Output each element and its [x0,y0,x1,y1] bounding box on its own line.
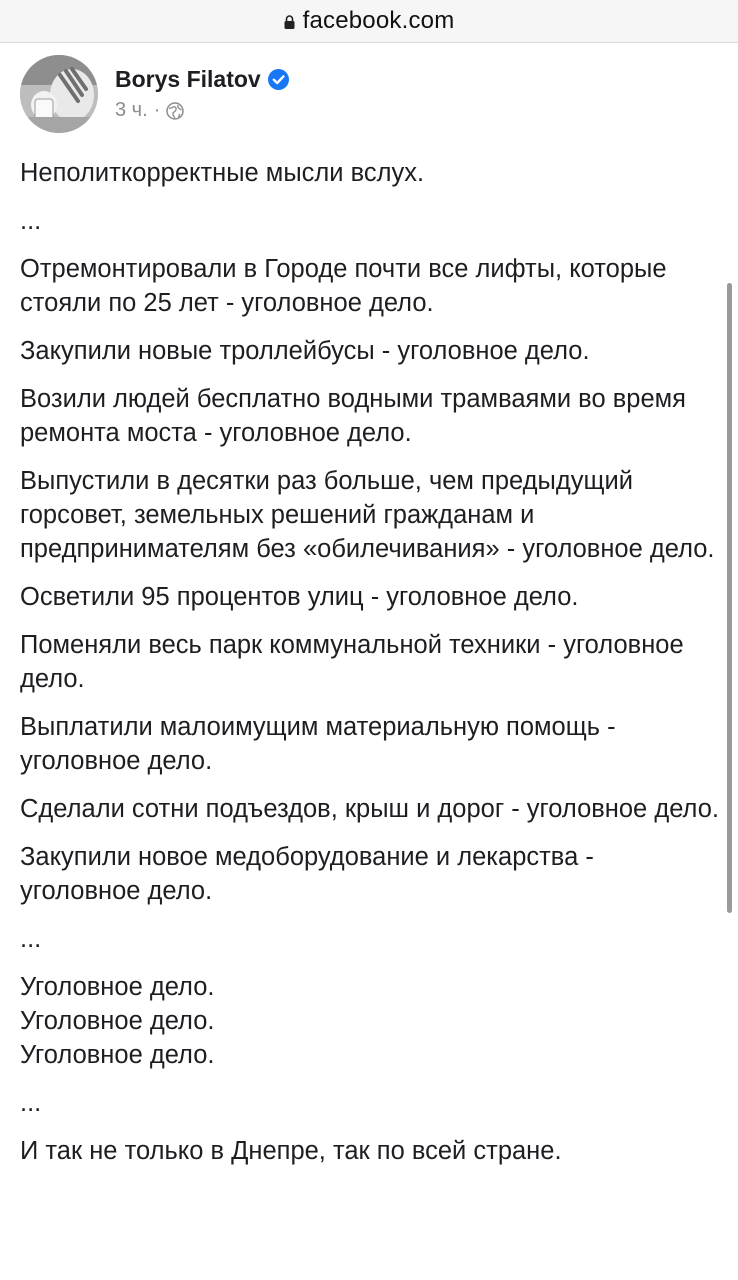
lock-icon [284,15,295,29]
post-timestamp[interactable]: 3 ч. [115,99,148,121]
post-paragraph: Отремонтировали в Городе почти все лифты, которые стояли по 25 лет - уголовное дело. [20,255,667,317]
browser-address-bar[interactable] [0,0,738,43]
post-paragraph: Неполиткорректные мысли вслух. [20,159,425,187]
scrollbar[interactable] [727,283,732,913]
author-name[interactable]: Borys Filatov [115,66,261,92]
author-avatar[interactable] [20,55,98,133]
post-paragraph: И так не только в Днепре, так по всей стране. [20,1137,562,1165]
post-paragraph: Уголовное дело. [20,973,215,1001]
globe-icon[interactable] [166,102,184,120]
post-header [20,54,289,134]
post-paragraph: ... [20,1089,42,1117]
post-text [20,156,720,1182]
author-info [115,66,289,122]
post-paragraph: Возили людей бесплатно водными трамваями во время ремонта моста - уголовное дело. [20,385,686,447]
post-meta [115,99,289,122]
verified-badge-icon [268,69,289,90]
post-paragraph: ... [20,207,42,235]
post-paragraph: ... [20,925,42,953]
post-paragraph: Уголовное дело. [20,1041,215,1069]
post-paragraph: Закупили новое медоборудование и лекарства - уголовное дело. [20,843,594,905]
post-paragraph: Осветили 95 процентов улиц - уголовное дело. [20,583,579,611]
post-paragraph: Выпустили в десятки раз больше, чем предыдущий горсовет, земельных решений гражданам и предпринимателям без «обилечивания» - уголовное дело. [20,467,715,563]
url-domain: facebook.com [302,7,455,34]
post-paragraph: Поменяли весь парк коммунальной техники - уголовное дело. [20,631,684,693]
post-paragraph: Уголовное дело. [20,1007,215,1035]
post-paragraph: Выплатили малоимущим материальную помощь - уголовное дело. [20,713,616,775]
meta-separator: · [153,99,161,121]
avatar-photo [20,55,98,133]
post-paragraph: Закупили новые троллейбусы - уголовное дело. [20,337,590,365]
author-row [115,66,289,93]
post-paragraph: Сделали сотни подъездов, крыш и дорог - уголовное дело. [20,795,719,823]
